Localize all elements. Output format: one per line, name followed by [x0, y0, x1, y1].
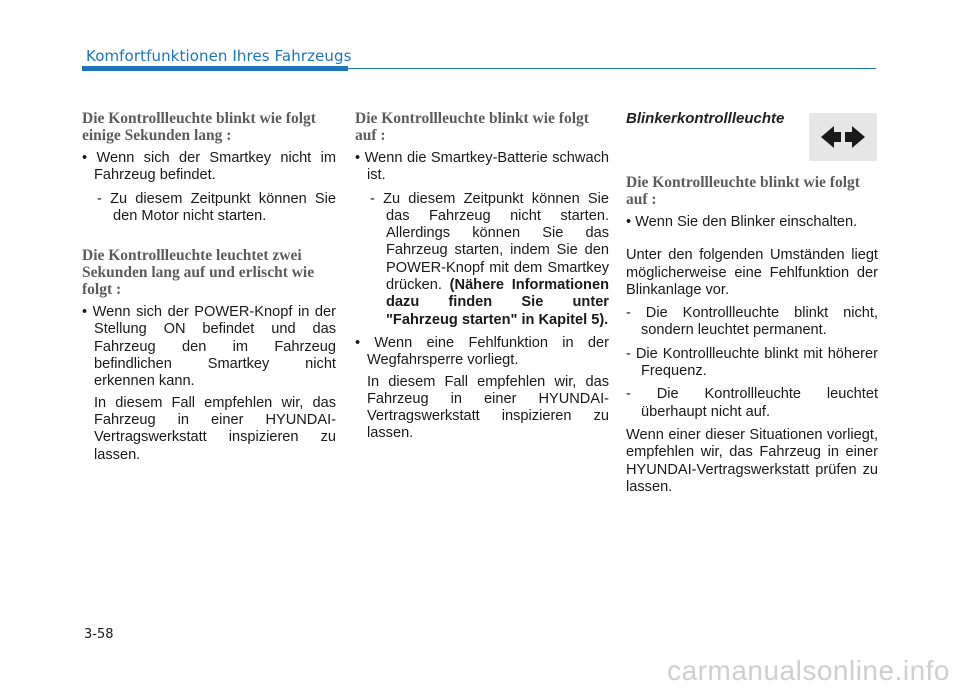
page-number: 3-58	[84, 627, 114, 642]
list-item: • Wenn sich der Smartkey nicht im Fahrzeug befindet.	[82, 150, 336, 184]
inspection-note: In diesem Fall empfehlen wir, das Fahrzeug in einer HYUNDAI-Vertragswerkstatt inspizieren zu lassen.	[367, 373, 609, 442]
start-instruction-text: - Zu diesem Zeitpunkt können Sie das Fahrzeug nicht starten. Allerdings können Sie das Fahrzeug starten, indem Sie den POWER-Knopf mit dem Smartkey drücken.	[370, 190, 609, 294]
column-left	[82, 110, 336, 464]
list-item: - Die Kontrollleuchte blinkt mit höherer Frequenz.	[626, 345, 878, 380]
list-item: - Zu diesem Zeitpunkt können Sie den Motor nicht starten.	[97, 190, 336, 224]
turn-signal-arrows-icon	[809, 113, 877, 161]
battery-blink-heading: Die Kontrollleuchte blinkt wie folgt auf :	[355, 110, 589, 144]
malfunction-intro: Unter den folgenden Umständen liegt möglicherweise eine Fehlfunktion der Blinkanlage vor.	[626, 247, 878, 298]
list-item: • Wenn Sie den Blinker einschalten.	[626, 214, 858, 230]
list-item	[355, 191, 609, 329]
indicator-header	[626, 110, 878, 174]
smartkey-lit-heading: Die Kontrollleuchte leuchtet zwei Sekunden lang auf und erlischt wie folgt :	[82, 247, 315, 299]
column-middle	[355, 110, 609, 443]
header-rule	[348, 68, 876, 69]
smartkey-blink-heading: Die Kontrollleuchte blinkt wie folgt einige Sekunden lang :	[82, 110, 316, 144]
section-header-title: Komfortfunktionen Ihres Fahrzeugs	[86, 47, 352, 65]
list-item: • Wenn die Smartkey-Batterie schwach ist.	[355, 150, 609, 184]
list-item: • Wenn eine Fehlfunktion in der Wegfahrsperre vorliegt.	[355, 334, 609, 369]
header-accent-bar	[82, 66, 348, 71]
watermark: carmanualsonline.info	[667, 655, 950, 686]
chapter-reference: (Nähere Informationen dazu finden Sie unter "Fahrzeug starten" in Kapitel 5).	[386, 277, 609, 328]
section-title: Blinkerkontrollleuchte	[626, 110, 785, 127]
column-right	[626, 110, 878, 496]
turn-signal-arrows-icon	[809, 113, 877, 161]
inspection-note: In diesem Fall empfehlen wir, das Fahrzeug in einer HYUNDAI-Vertragswerkstatt inspizieren zu lassen.	[94, 394, 336, 463]
list-item: - Die Kontrollleuchte leuchtet überhaupt nicht auf.	[626, 386, 878, 420]
turn-signal-blink-heading: Die Kontrollleuchte blinkt wie folgt auf :	[626, 174, 860, 208]
list-item: - Die Kontrollleuchte blinkt nicht, sondern leuchtet permanent.	[626, 305, 878, 339]
inspection-note: Wenn einer dieser Situationen vorliegt, empfehlen wir, das Fahrzeug in einer HYUNDAI-Vertragswerkstatt prüfen zu lassen.	[626, 426, 878, 495]
list-item: • Wenn sich der POWER-Knopf in der Stellung ON befindet und das Fahrzeug den im Fahrzeug befindlichen Smartkey nicht erkennen kann.	[82, 304, 336, 390]
